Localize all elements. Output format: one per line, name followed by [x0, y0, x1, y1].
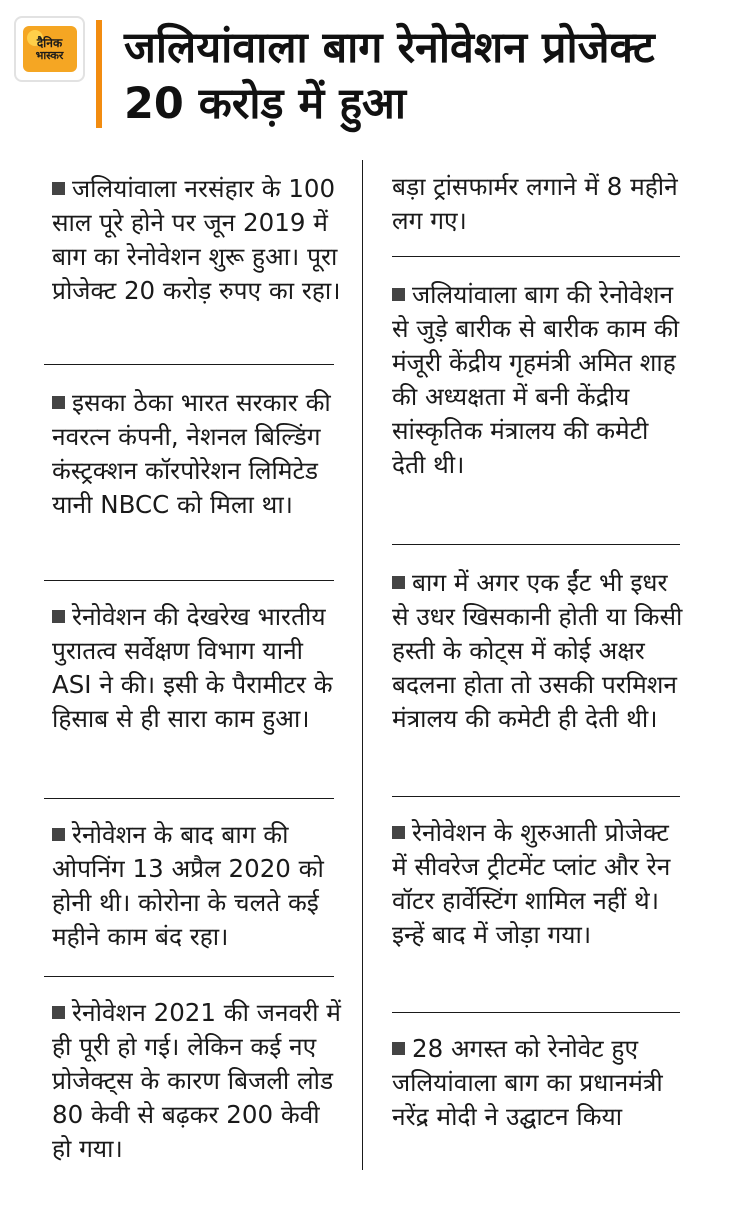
- square-bullet-icon: [392, 826, 405, 839]
- square-bullet-icon: [392, 576, 405, 589]
- list-item: रेनोवेशन के बाद बाग की ओपनिंग 13 अप्रैल 2020 को होनी थी। कोरोना के चलते कई महीने काम बंद रहा।: [52, 820, 324, 951]
- list-item: जलियांवाला नरसंहार के 100 साल पूरे होने पर जून 2019 में बाग का रेनोवेशन शुरू हुआ। पूरा प्रोजेक्ट 20 करोड़ रुपए का रहा।: [52, 174, 341, 305]
- item-divider: [392, 256, 680, 257]
- square-bullet-icon: [52, 182, 65, 195]
- item-divider: [44, 580, 334, 581]
- logo-text-line2: भास्कर: [35, 48, 64, 62]
- item-divider: [392, 796, 680, 797]
- item-divider: [392, 544, 680, 545]
- logo-text-line1: दैनिक: [36, 35, 63, 50]
- list-item: इसका ठेका भारत सरकार की नवरत्न कंपनी, नेशनल बिल्डिंग कंस्ट्रक्शन कॉरपोरेशन लिमिटेड यानी NBCC को मिला था।: [52, 388, 331, 519]
- item-divider: [44, 798, 334, 799]
- list-item: रेनोवेशन की देखरेख भारतीय पुरातत्व सर्वेक्षण विभाग यानी ASI ने की। इसी के पैरामीटर के हिसाब से ही सारा काम हुआ।: [52, 602, 333, 733]
- item-divider: [44, 976, 334, 977]
- item-divider: [392, 1012, 680, 1013]
- item-divider: [44, 364, 334, 365]
- continued-text: बड़ा ट्रांसफार्मर लगाने में 8 महीने लग गए।: [392, 172, 678, 235]
- square-bullet-icon: [52, 610, 65, 623]
- title-accent-bar: [96, 20, 102, 128]
- list-item: जलियांवाला बाग की रेनोवेशन से जुड़े बारीक से बारीक काम की मंजूरी केंद्रीय गृहमंत्री अमित शाह की अध्यक्षता में बनी केंद्रीय सांस्कृतिक मंत्रालय की कमेटी देती थी।: [392, 280, 680, 479]
- square-bullet-icon: [52, 1006, 65, 1019]
- square-bullet-icon: [392, 1042, 405, 1055]
- list-item: रेनोवेशन 2021 की जनवरी में ही पूरी हो गई। लेकिन कई नए प्रोजेक्ट्स के कारण बिजली लोड 80 केवी से बढ़कर 200 केवी हो गया।: [52, 998, 341, 1163]
- square-bullet-icon: [52, 396, 65, 409]
- list-item: 28 अगस्त को रेनोवेट हुए जलियांवाला बाग का प्रधानमंत्री नरेंद्र मोदी ने उद्घाटन किया: [392, 1034, 663, 1131]
- dainik-bhaskar-logo: [14, 16, 85, 82]
- list-item: रेनोवेशन के शुरुआती प्रोजेक्ट में सीवरेज ट्रीटमेंट प्लांट और रेन वॉटर हार्वेस्टिंग शामिल नहीं थे। इन्हें बाद में जोड़ा गया।: [392, 818, 671, 949]
- column-divider: [362, 160, 363, 1170]
- square-bullet-icon: [392, 288, 405, 301]
- logo-mark: [23, 26, 77, 72]
- square-bullet-icon: [52, 828, 65, 841]
- page-title: जलियांवाला बाग रेनोवेशन प्रोजेक्ट 20 करोड़ में हुआ: [124, 23, 655, 129]
- list-item: बाग में अगर एक ईंट भी इधर से उधर खिसकानी होती या किसी हस्ती के कोट्स में कोई अक्षर बदलना होता तो उसकी परमिशन मंत्रालय की कमेटी ही देती थी।: [392, 568, 683, 733]
